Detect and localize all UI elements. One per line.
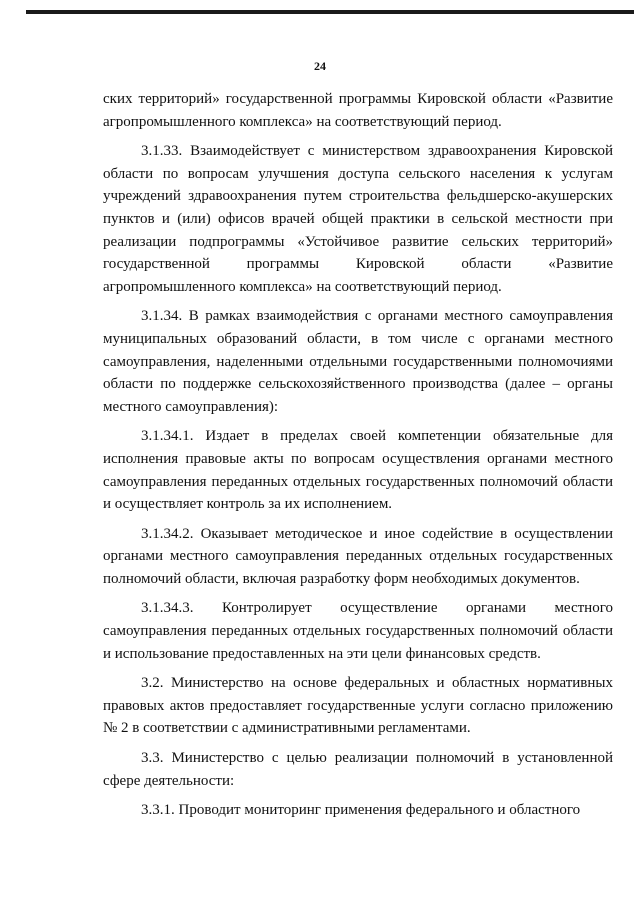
paragraph-3-1-34-2: 3.1.34.2. Оказывает методическое и иное содействие в осуществлении органами местного самоуправления переданных отдельных государственных полномочий области, включая разработку форм необходимых документов.	[103, 525, 613, 587]
paragraph-3-1-34-3: 3.1.34.3. Контролирует осуществление органами местного самоуправления переданных отдельных государственных полномочий области и использование предоставленных на эти цели финансовых средств.	[103, 600, 613, 662]
paragraph-3-1-34: 3.1.34. В рамках взаимодействия с органами местного самоуправления муниципальных образований области, в том числе с органами местного самоуправления, наделенными отдельными государственными полномочиями области по поддержке сельскохозяйственного производства (далее – органы местного самоуправления):	[103, 308, 613, 415]
document-body	[103, 88, 613, 829]
paragraph-3-3: 3.3. Министерство с целью реализации полномочий в установленной сфере деятельности:	[103, 750, 613, 789]
paragraph-3-1-34-1: 3.1.34.1. Издает в пределах своей компетенции обязательные для исполнения правовые акты по вопросам осуществления органами местного самоуправления переданных отдельных государственных полномочий области и осуществляет контроль за их исполнением.	[103, 428, 613, 513]
top-rule	[26, 10, 634, 14]
paragraph-3-1-33: 3.1.33. Взаимодействует с министерством здравоохранения Кировской области по вопросам улучшения доступа сельского населения к услугам учреждений здравоохранения путем строительства фельдшерско-акушерских пунктов и (или) офисов врачей общей практики в сельской местности при реализации подпрограммы «Устойчивое развитие сельских территорий» государственной программы Кировской области «Развитие агропромышленного комплекса» на соответствующий период.	[103, 143, 613, 295]
page-number: 24	[314, 59, 326, 73]
paragraph-continuation: ских территорий» государственной программы Кировской области «Развитие агропромышленного комплекса» на соответствующий период.	[103, 91, 613, 130]
paragraph-3-3-1: 3.3.1. Проводит мониторинг применения федерального и областного	[141, 802, 581, 819]
paragraph-3-2: 3.2. Министерство на основе федеральных и областных нормативных правовых актов предоставляет государственные услуги согласно приложению № 2 в соответствии с административными регламентами.	[103, 675, 613, 737]
